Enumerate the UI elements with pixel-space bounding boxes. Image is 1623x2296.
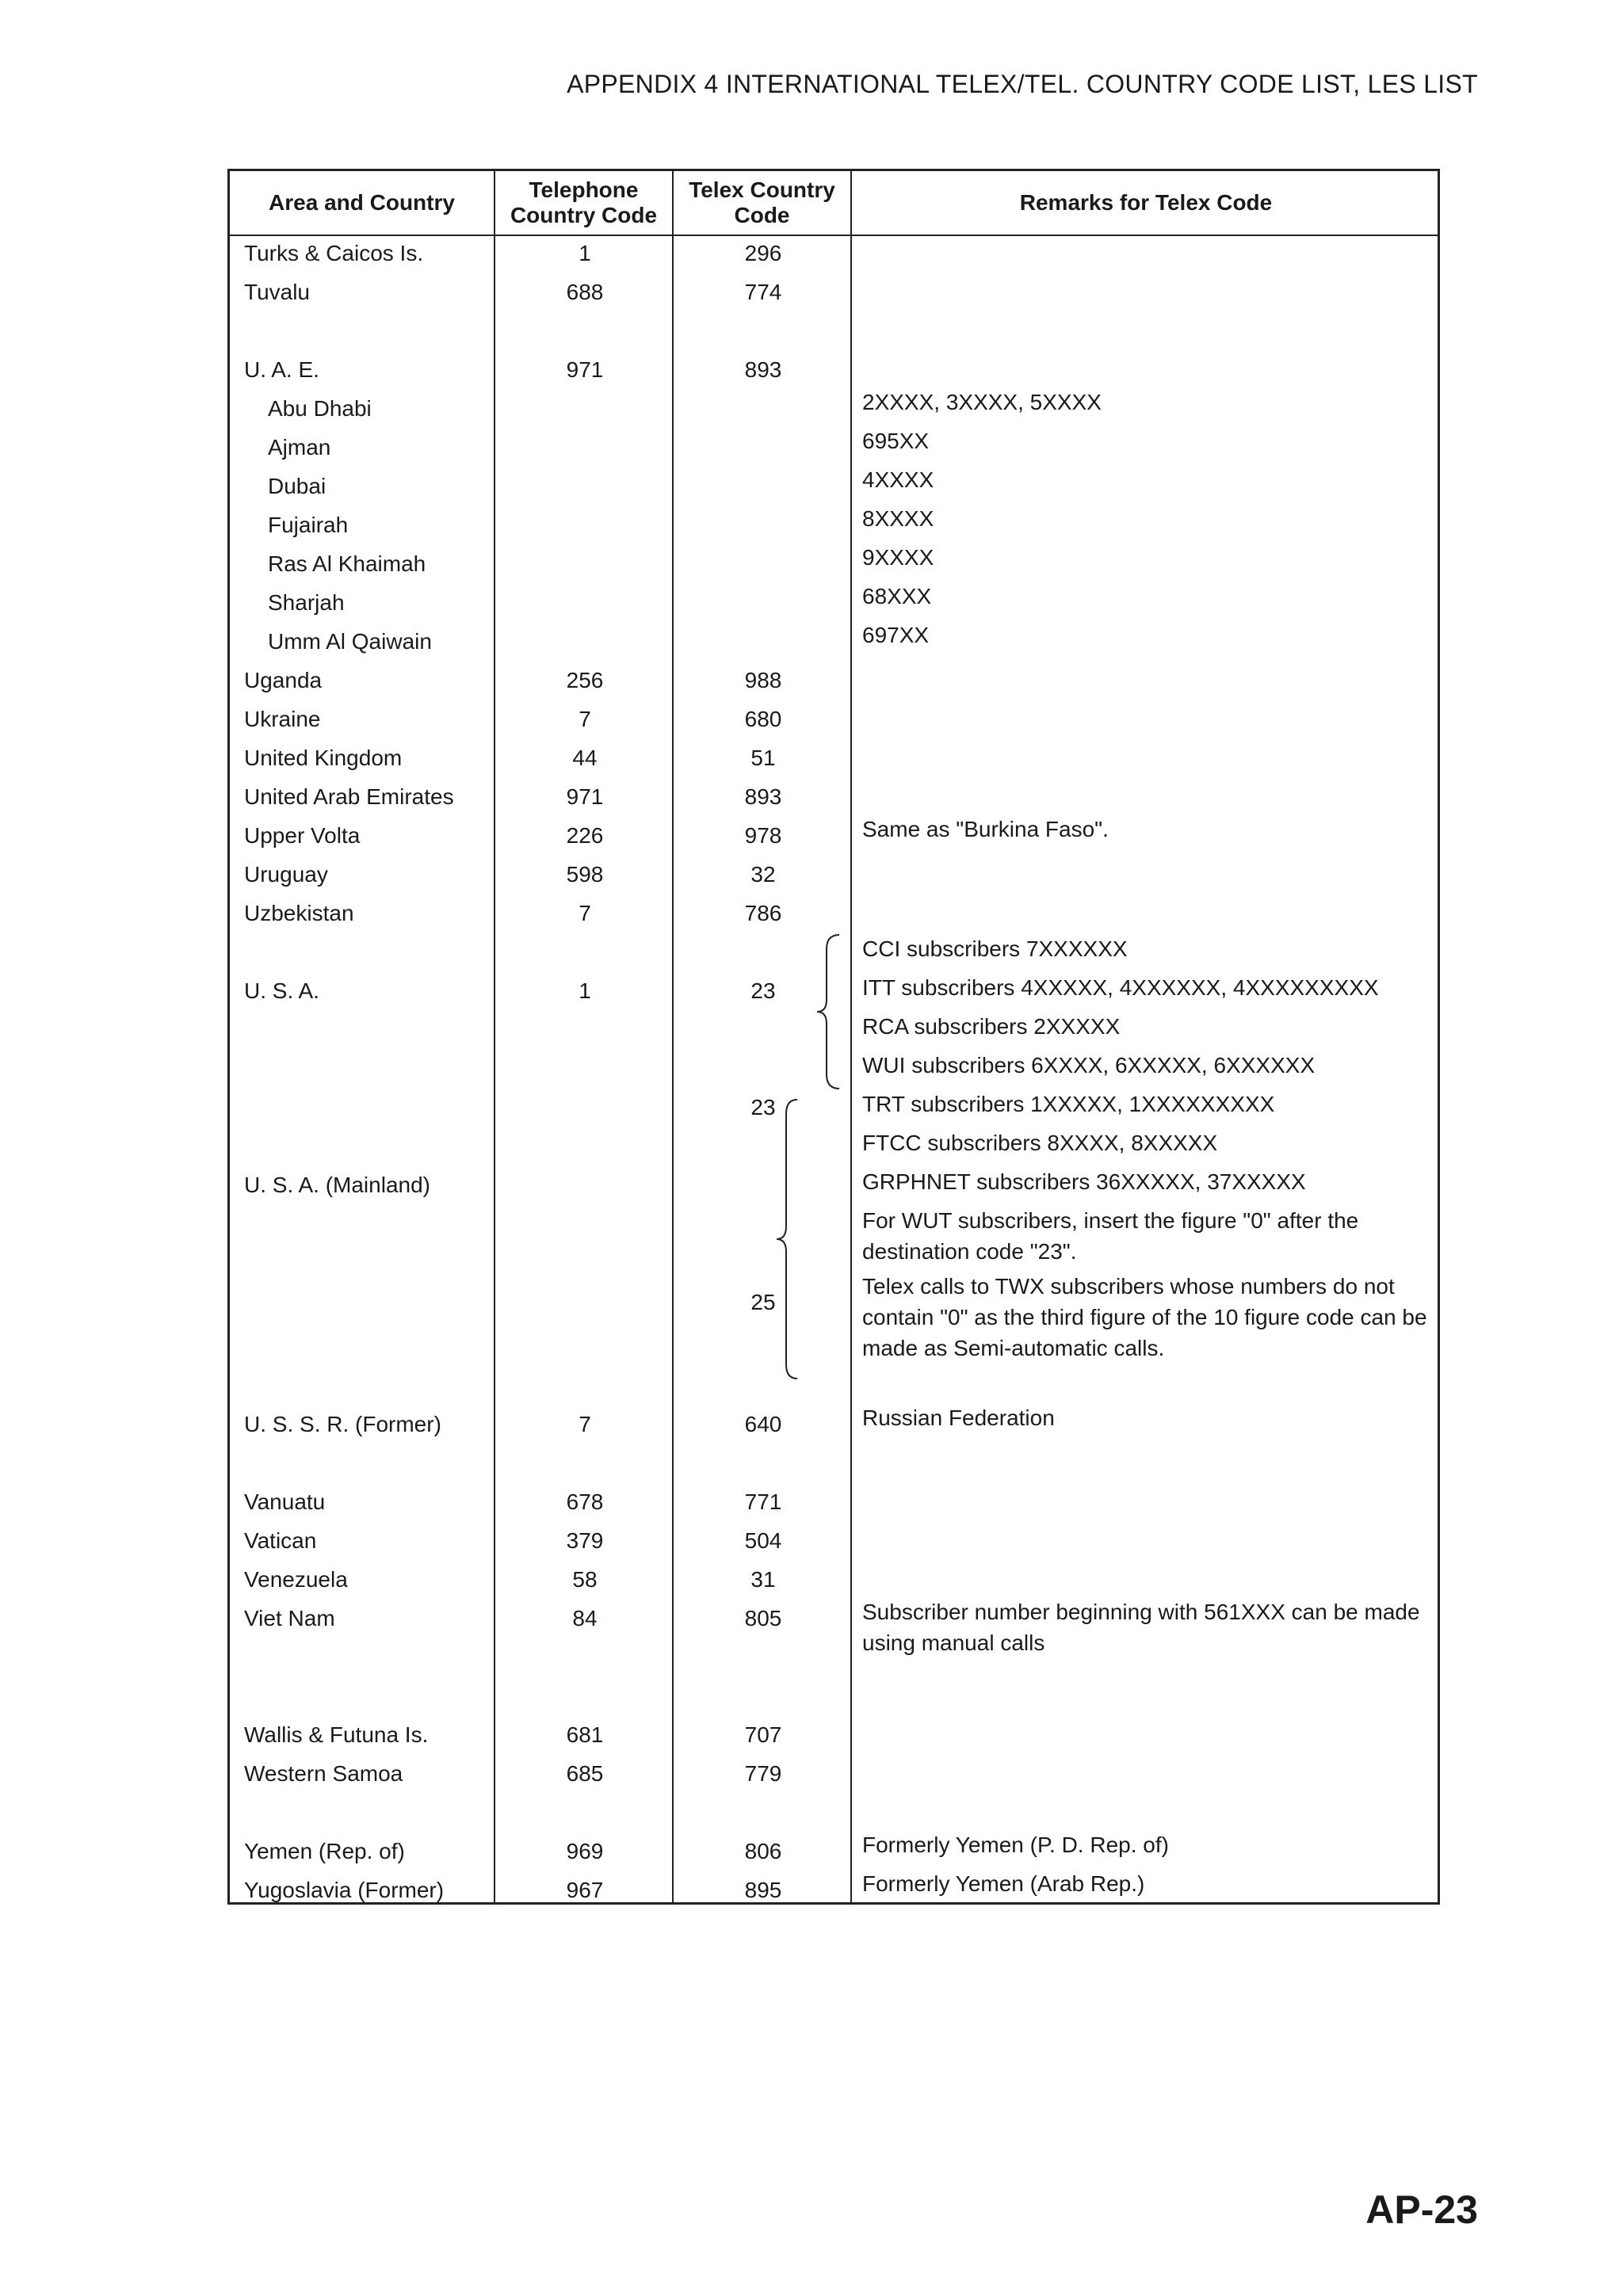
telephone-code: 256 [566, 668, 604, 692]
country-name: Yugoslavia (Former) [244, 1878, 445, 1902]
country-name: Vatican [244, 1528, 317, 1553]
emirate-name: Sharjah [268, 590, 345, 615]
brace-icon [770, 1098, 802, 1380]
country-name: Western Samoa [244, 1761, 403, 1786]
country-name: Uruguay [244, 862, 328, 887]
telex-code: 988 [744, 668, 782, 692]
telex-code: 779 [744, 1761, 782, 1786]
country-name: Uzbekistan [244, 901, 354, 925]
telex-code: 774 [744, 280, 782, 304]
telex-code: 978 [744, 823, 782, 848]
telephone-code: 681 [566, 1722, 604, 1747]
country-name: U. S. S. R. (Former) [244, 1412, 441, 1436]
page-header: APPENDIX 4 INTERNATIONAL TELEX/TEL. COUNTRY CODE LIST, LES LIST [567, 70, 1478, 98]
telephone-code: 678 [566, 1489, 604, 1514]
column-divider [494, 171, 495, 1902]
telex-remark: CCI subscribers 7XXXXXX [862, 936, 1128, 961]
telephone-code: 1 [579, 241, 591, 265]
column-header-telephone-code: Telephone Country Code [510, 177, 658, 227]
telex-remark: WUI subscribers 6XXXX, 6XXXXX, 6XXXXXX [862, 1053, 1316, 1077]
telephone-code: 58 [572, 1567, 598, 1592]
column-divider [850, 171, 852, 1902]
emirate-name: Ajman [268, 435, 331, 460]
telex-code: 640 [744, 1412, 782, 1436]
telex-remark: Formerly Yemen (P. D. Rep. of) [862, 1833, 1169, 1857]
telephone-code: 685 [566, 1761, 604, 1786]
telex-remark: 697XX [862, 623, 930, 647]
telephone-code: 226 [566, 823, 604, 848]
telex-remark: 695XX [862, 429, 930, 453]
telex-remark: RCA subscribers 2XXXXX [862, 1014, 1121, 1039]
country-name: Wallis & Futuna Is. [244, 1722, 429, 1747]
telex-code: 895 [744, 1878, 782, 1902]
telex-code: 23 [750, 978, 776, 1003]
country-name: Vanuatu [244, 1489, 326, 1514]
telephone-code: 971 [566, 784, 604, 809]
telephone-code: 598 [566, 862, 604, 887]
country-name: Upper Volta [244, 823, 361, 848]
brace-icon [812, 933, 844, 1090]
telex-remark: ITT subscribers 4XXXXX, 4XXXXXX, 4XXXXXXXXX [862, 975, 1379, 1000]
country-name: Uganda [244, 668, 323, 692]
country-name: United Arab Emirates [244, 784, 454, 809]
telex-remark: Telex calls to TWX subscribers whose numbers do not contain "0" as the third figure of the 10 figure code can be made as Semi-automatic calls. [862, 1274, 1427, 1360]
telex-code: 31 [750, 1567, 776, 1592]
country-name: U. A. E. [244, 357, 319, 382]
telephone-code: 1 [579, 978, 591, 1003]
country-name: U. S. A. [244, 978, 319, 1003]
emirate-name: Dubai [268, 474, 327, 498]
telephone-code: 7 [579, 901, 591, 925]
telex-code: 806 [744, 1839, 782, 1863]
telex-code: 707 [744, 1722, 782, 1747]
country-name: Venezuela [244, 1567, 348, 1592]
telex-code: 771 [744, 1489, 782, 1514]
country-name: Turks & Caicos Is. [244, 241, 424, 265]
telephone-code: 7 [579, 1412, 591, 1436]
telex-code: 786 [744, 901, 782, 925]
telex-remark: Russian Federation [862, 1405, 1055, 1430]
emirate-name: Abu Dhabi [268, 396, 372, 421]
telex-remark: Subscriber number beginning with 561XXX can be made using manual calls [862, 1600, 1420, 1655]
column-divider [672, 171, 674, 1902]
country-name: Yemen (Rep. of) [244, 1839, 405, 1863]
telephone-code: 84 [572, 1606, 598, 1630]
telex-remark: Same as "Burkina Faso". [862, 817, 1109, 841]
telex-remark: 9XXXX [862, 545, 934, 570]
column-header-remarks: Remarks for Telex Code [1019, 190, 1273, 215]
telephone-code: 379 [566, 1528, 604, 1553]
emirate-name: Ras Al Khaimah [268, 551, 426, 576]
page-number: AP-23 [1365, 2187, 1478, 2232]
telex-remark: For WUT subscribers, insert the figure "0" after the destination code "23". [862, 1208, 1359, 1264]
telephone-code: 971 [566, 357, 604, 382]
telex-code: 893 [744, 784, 782, 809]
header-divider [230, 235, 1438, 236]
emirate-name: Umm Al Qaiwain [268, 629, 432, 654]
telex-code: 51 [750, 746, 776, 770]
country-name: Viet Nam [244, 1606, 335, 1630]
telex-code: 23 [750, 1095, 776, 1119]
telex-code: 25 [750, 1290, 776, 1314]
telex-remark: 2XXXX, 3XXXX, 5XXXX [862, 390, 1102, 414]
country-name: Tuvalu [244, 280, 311, 304]
telex-code: 504 [744, 1528, 782, 1553]
country-code-table [227, 169, 1440, 1905]
country-name: U. S. A. (Mainland) [244, 1173, 430, 1197]
telex-remark: TRT subscribers 1XXXXX, 1XXXXXXXXX [862, 1092, 1275, 1116]
telephone-code: 967 [566, 1878, 604, 1902]
telex-code: 296 [744, 241, 782, 265]
country-name: Ukraine [244, 707, 321, 731]
telex-remark: 8XXXX [862, 506, 934, 531]
telex-remark: GRPHNET subscribers 36XXXXX, 37XXXXX [862, 1169, 1306, 1194]
telex-code: 893 [744, 357, 782, 382]
column-header-area-country: Area and Country [269, 190, 455, 215]
telephone-code: 7 [579, 707, 591, 731]
emirate-name: Fujairah [268, 513, 349, 537]
telex-remark: 68XXX [862, 584, 932, 608]
telephone-code: 969 [566, 1839, 604, 1863]
telex-code: 680 [744, 707, 782, 731]
telephone-code: 688 [566, 280, 604, 304]
country-name: United Kingdom [244, 746, 403, 770]
telex-code: 805 [744, 1606, 782, 1630]
telex-code: 32 [750, 862, 776, 887]
telex-remark: Formerly Yemen (Arab Rep.) [862, 1871, 1145, 1896]
telephone-code: 44 [572, 746, 598, 770]
column-header-telex-code: Telex Country Code [689, 177, 835, 227]
telex-remark: FTCC subscribers 8XXXX, 8XXXXX [862, 1131, 1218, 1155]
telex-remark: 4XXXX [862, 467, 934, 492]
